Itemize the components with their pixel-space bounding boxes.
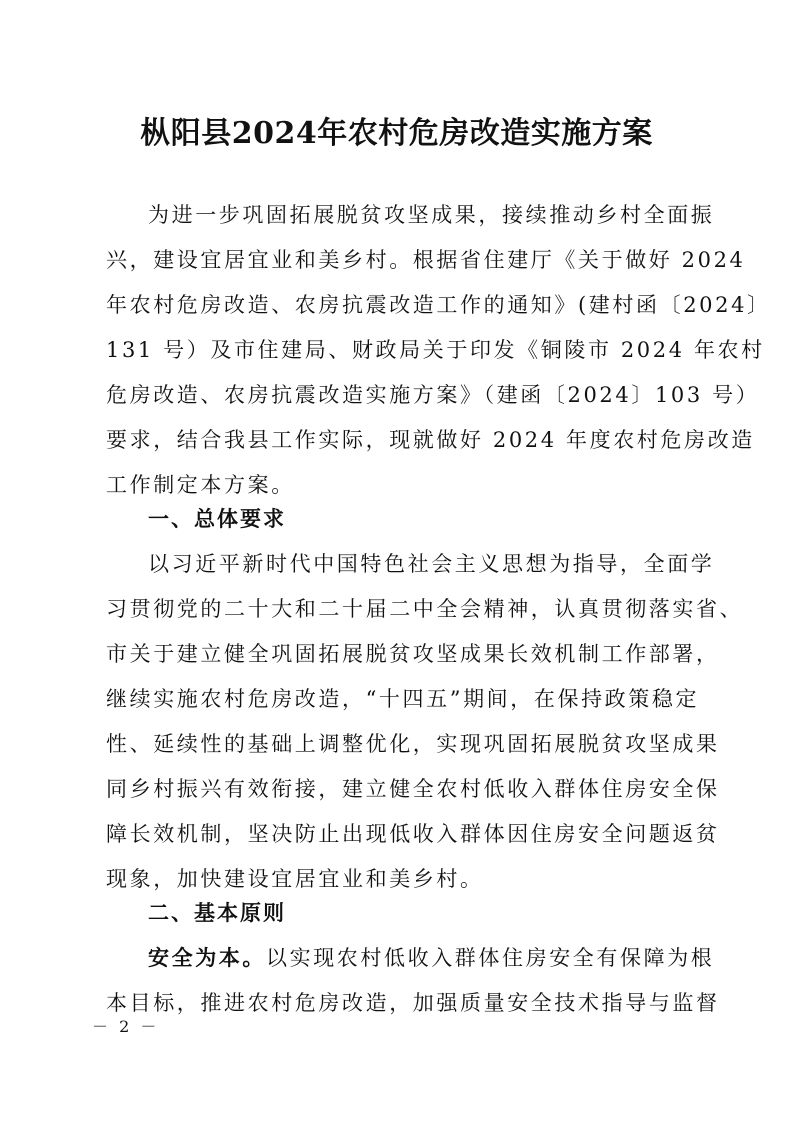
principle-text: 以实现农村低收入群体住房安全有保障为根 (266, 946, 715, 970)
intro-line-5: 危房改造、农房抗震改造实施方案》（建函〔2024〕103 号） (106, 383, 760, 407)
section2-line-2: 本目标，推进农村危房改造，加强质量安全技术指导与监督 (106, 991, 720, 1015)
intro-line-4: 131 号）及市住建局、财政局关于印发《铜陵市 2024 年农村 (106, 338, 765, 362)
section1-line-3: 市关于建立健全巩固拓展脱贫攻坚成果长效机制工作部署， (106, 642, 720, 666)
section1-line-7: 障长效机制，坚决防止出现低收入群体因住房安全问题返贫 (106, 822, 720, 846)
section2-principle-line (148, 943, 715, 973)
intro-line-1: 为进一步巩固拓展脱贫攻坚成果，接续推动乡村全面振 (148, 203, 715, 227)
section1-line-4: 继续实施农村危房改造，“十四五”期间，在保持政策稳定 (106, 687, 700, 711)
section-heading-basic-principles: 二、基本原则 (148, 901, 286, 925)
intro-line-6: 要求，结合我县工作实际，现就做好 2024 年度农村危房改造 (106, 428, 755, 452)
intro-line-3: 年农村危房改造、农房抗震改造工作的通知》(建村函〔2024〕 (106, 293, 771, 317)
section1-line-8: 现象，加快建设宜居宜业和美乡村。 (106, 867, 484, 891)
section1-line-1: 以习近平新时代中国特色社会主义思想为指导，全面学 (148, 552, 715, 576)
intro-line-7: 工作制定本方案。 (106, 473, 295, 497)
document-title: 枞阳县2024年农村危房改造实施方案 (140, 116, 653, 151)
principle-label: 安全为本。 (148, 946, 266, 970)
section-heading-general-requirements: 一、总体要求 (148, 507, 286, 531)
intro-line-2: 兴，建设宜居宜业和美乡村。根据省住建厅《关于做好 2024 (106, 248, 746, 272)
section1-line-5: 性、延续性的基础上调整优化，实现巩固拓展脱贫攻坚成果 (106, 732, 720, 756)
section1-line-2: 习贯彻党的二十大和二十届二中全会精神，认真贯彻落实省、 (106, 597, 744, 621)
page-number: － 2 － (92, 1017, 160, 1036)
section1-line-6: 同乡村振兴有效衔接，建立健全农村低收入群体住房安全保 (106, 777, 720, 801)
